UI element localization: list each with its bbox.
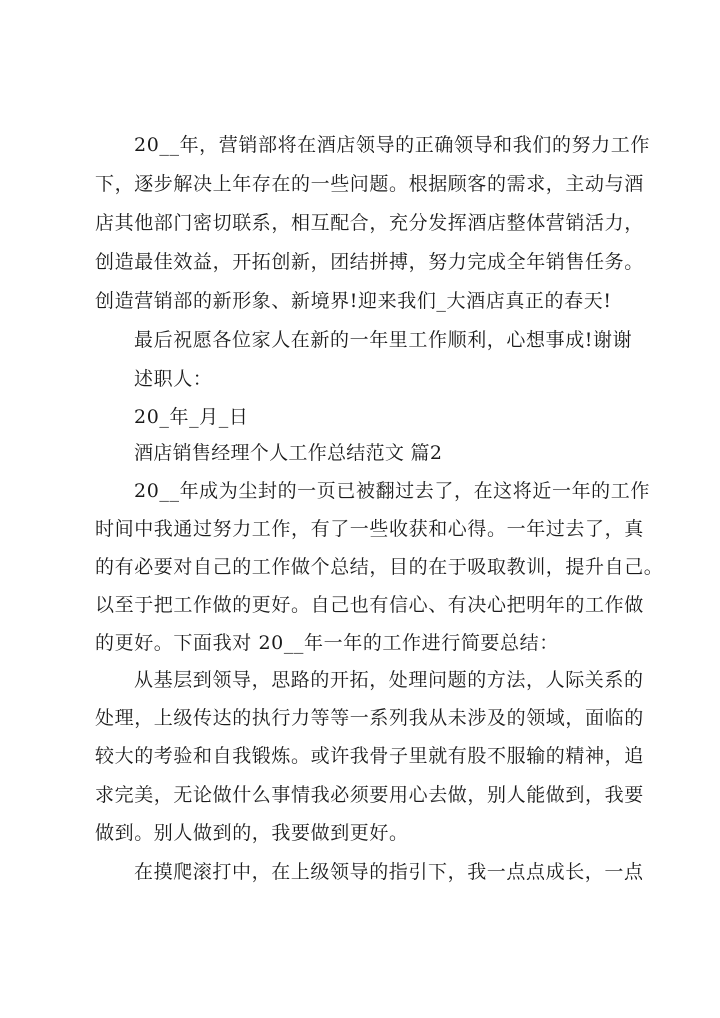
closing-line: 最后祝愿各位家人在新的一年里工作顺利，心想事成!谢谢	[134, 329, 633, 351]
paragraph-line: 店其他部门密切联系，相互配合，充分发挥酒店整体营销活力，	[95, 212, 644, 234]
section-heading: 酒店销售经理个人工作总结范文 篇2	[134, 442, 443, 464]
date-line: 20_年_月_日	[134, 406, 249, 428]
paragraph-line: 的更好。下面我对 20__年一年的工作进行简要总结：	[95, 632, 559, 654]
paragraph-line: 20__年，营销部将在酒店领导的正确领导和我们的努力工作	[134, 134, 650, 156]
paragraph-line: 较大的考验和自我锻炼。或许我骨子里就有股不服输的精神，追	[95, 745, 644, 767]
paragraph-line: 20__年成为尘封的一页已被翻过去了，在这将近一年的工作	[134, 480, 650, 502]
paragraph-line: 在摸爬滚打中，在上级领导的指引下，我一点点成长，一点	[134, 861, 644, 883]
paragraph-line: 处理，上级传达的执行力等等一系列我从未涉及的领域，面临的	[95, 707, 644, 729]
paragraph-line: 求完美，无论做什么事情我必须要用心去做，别人能做到，我要	[95, 784, 644, 806]
paragraph-line: 以至于把工作做的更好。自己也有信心、有决心把明年的工作做	[95, 594, 644, 616]
paragraph-line: 下，逐步解决上年存在的一些问题。根据顾客的需求，主动与酒	[95, 173, 644, 195]
paragraph-line: 时间中我通过努力工作，有了一些收获和心得。一年过去了，真	[95, 518, 644, 540]
paragraph-line: 创造最佳效益，开拓创新，团结拼搏，努力完成全年销售任务。	[95, 251, 644, 273]
signature-label: 述职人：	[134, 368, 213, 390]
paragraph-line: 从基层到领导，思路的开拓，处理问题的方法，人际关系的	[134, 669, 644, 691]
paragraph-line: 做到。别人做到的，我要做到更好。	[95, 822, 409, 844]
paragraph-line: 的有必要对自己的工作做个总结，目的在于吸取教训，提升自己。	[95, 556, 664, 578]
paragraph-line: 创造营销部的新形象、新境界!迎来我们_大酒店真正的春天!	[95, 290, 612, 312]
